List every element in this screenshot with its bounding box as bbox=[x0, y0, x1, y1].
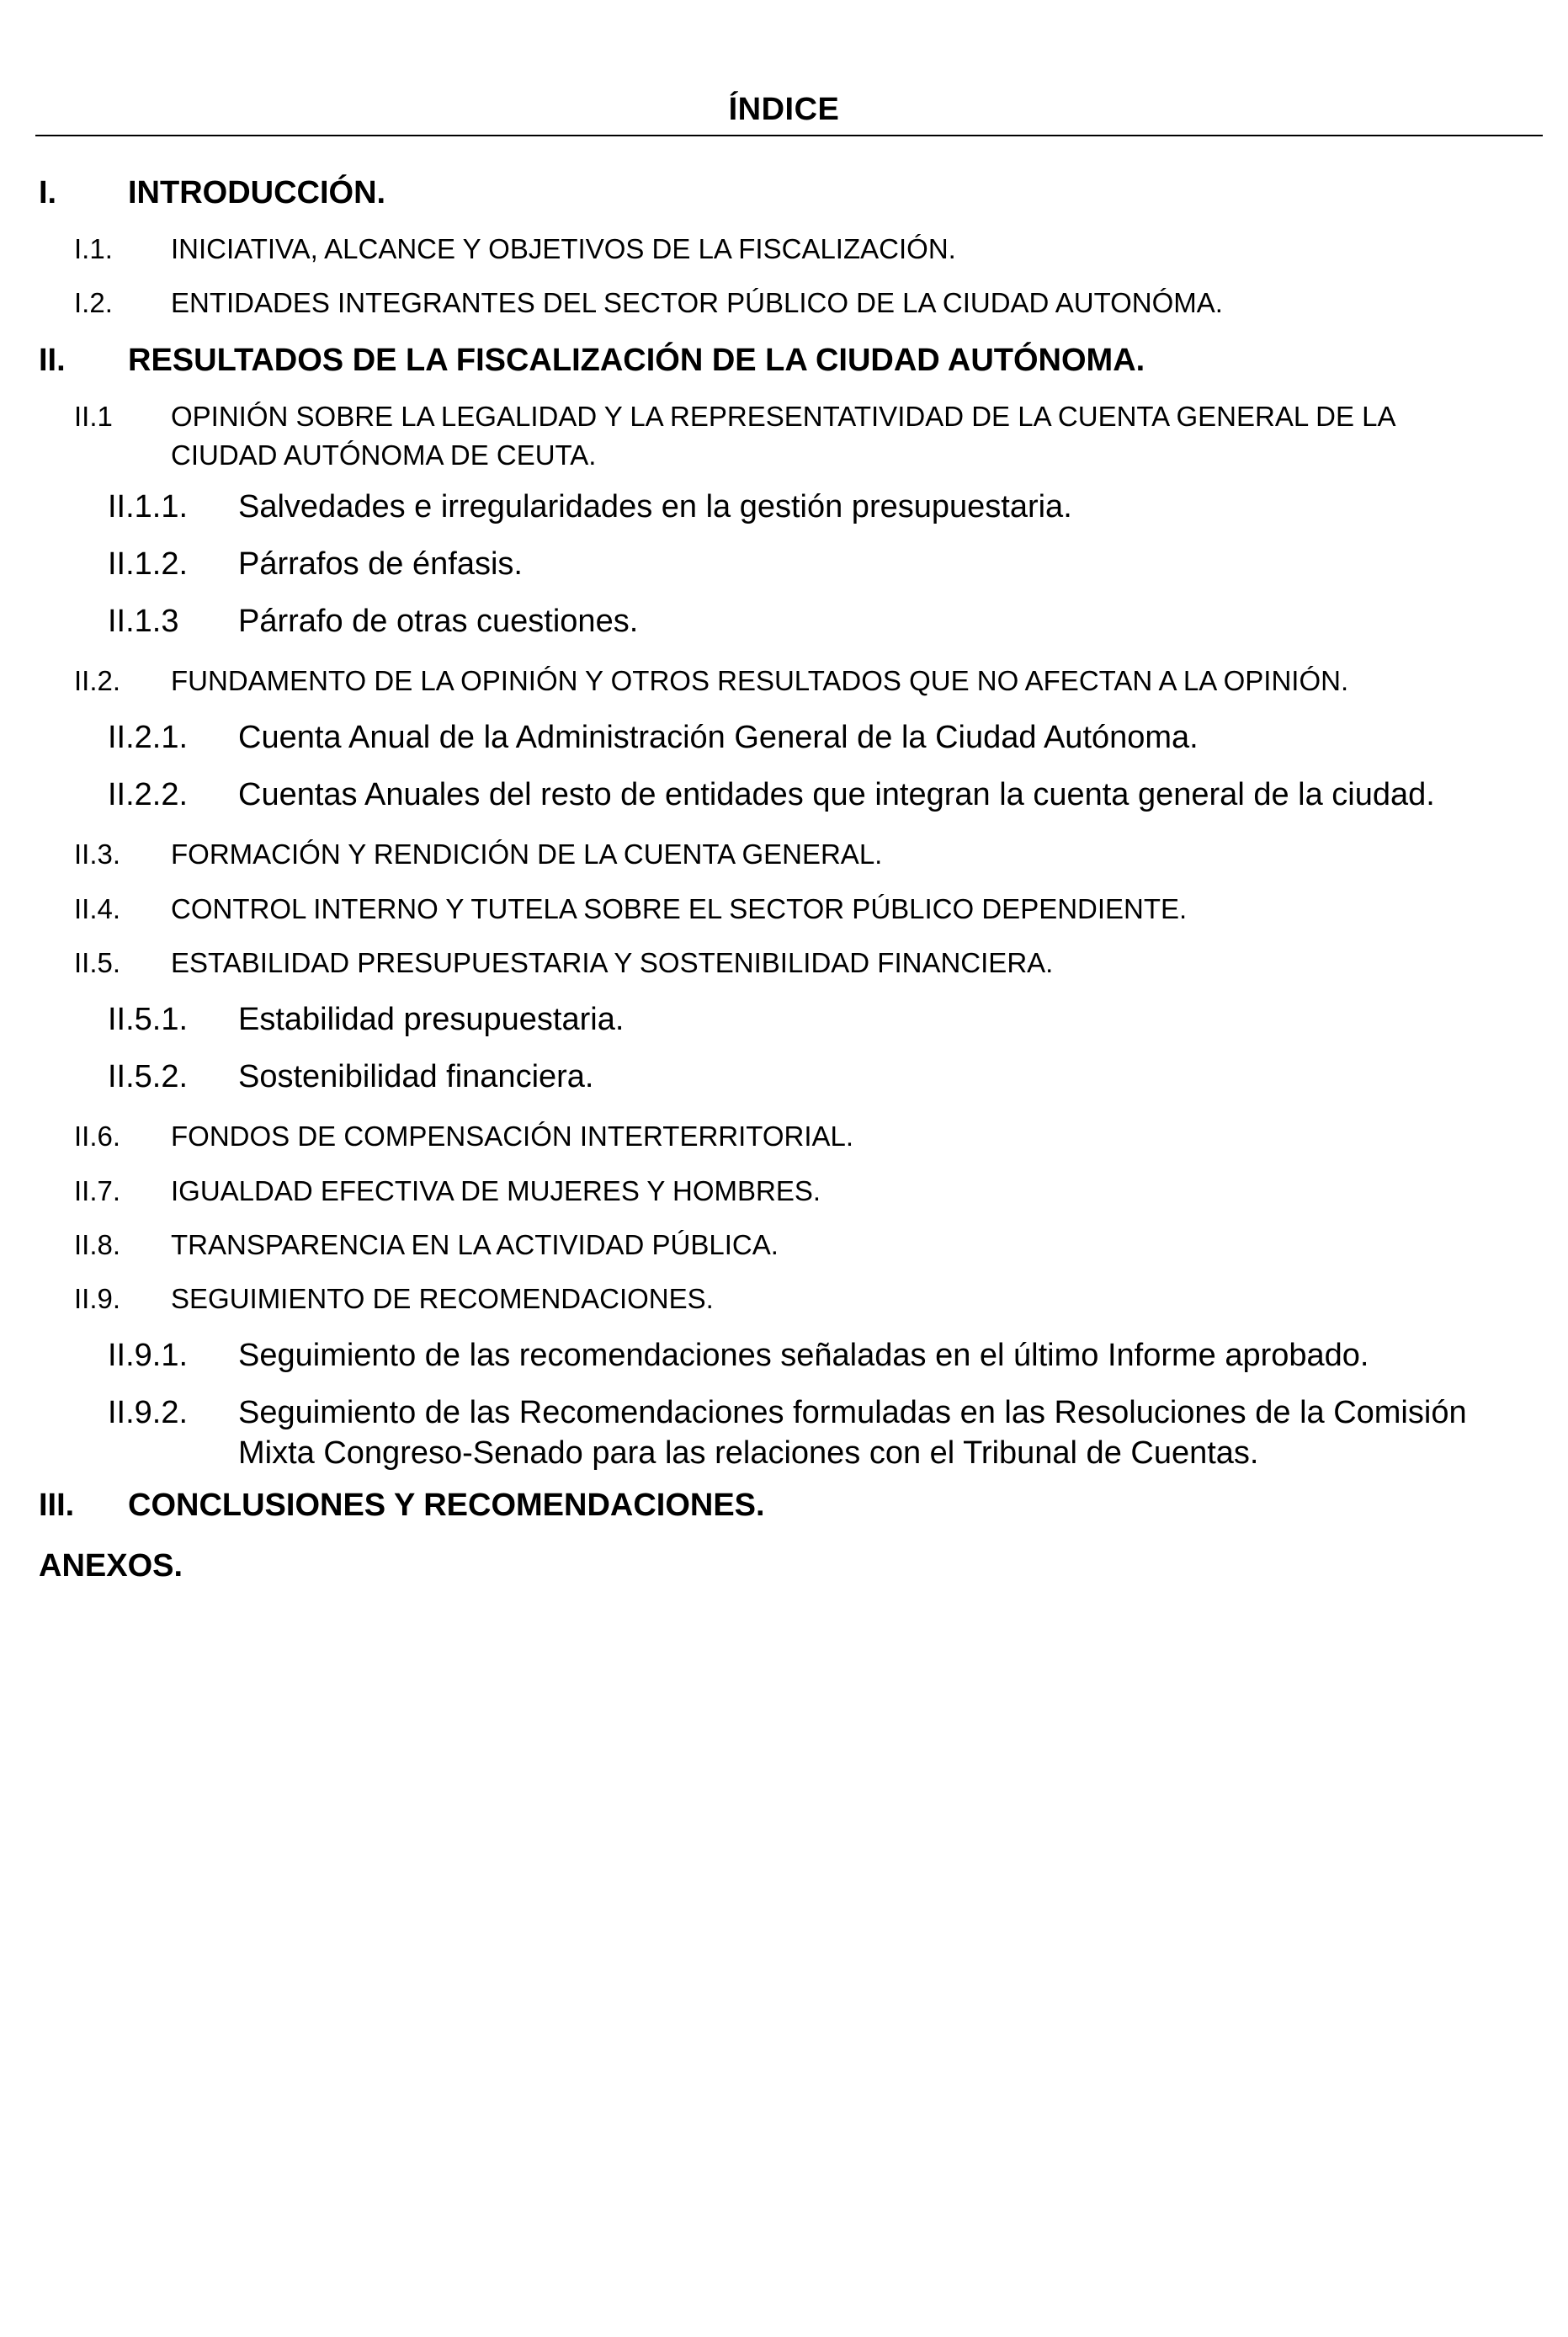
toc-title: TRANSPARENCIA EN LA ACTIVIDAD PÚBLICA. bbox=[171, 1229, 779, 1260]
toc-subsection-1-2[interactable] bbox=[74, 284, 1484, 322]
toc-number: II.1.2. bbox=[108, 546, 189, 582]
toc-item-2-1-3[interactable] bbox=[108, 601, 1501, 641]
toc-title: Cuenta Anual de la Administración General de la Ciudad Autónoma. bbox=[238, 720, 1199, 755]
toc-item-2-9-2[interactable] bbox=[108, 1392, 1501, 1473]
toc-title: CONTROL INTERNO Y TUTELA SOBRE EL SECTOR PÚBLICO DEPENDIENTE. bbox=[171, 893, 1188, 924]
toc-number: II.2.1. bbox=[108, 720, 189, 755]
toc-number: I. bbox=[39, 175, 57, 210]
toc-number: II.2.2. bbox=[108, 777, 189, 812]
toc-number: I.2. bbox=[74, 287, 113, 318]
toc-number: II.4. bbox=[74, 893, 121, 924]
toc-title: INICIATIVA, ALCANCE Y OBJETIVOS DE LA FISCALIZACIÓN. bbox=[171, 233, 956, 264]
toc-title: SEGUIMIENTO DE RECOMENDACIONES. bbox=[171, 1283, 714, 1314]
toc-number: III. bbox=[39, 1488, 75, 1523]
toc-number: I.1. bbox=[74, 233, 113, 264]
toc-item-2-1-1[interactable] bbox=[108, 487, 1501, 527]
toc-annexes[interactable]: ANEXOS. bbox=[39, 1548, 183, 1584]
toc-number: II.6. bbox=[74, 1121, 121, 1152]
toc-item-2-5-1[interactable] bbox=[108, 999, 1501, 1040]
toc-item-2-2-2[interactable] bbox=[108, 775, 1501, 815]
toc-title: Seguimiento de las Recomendaciones formuladas en las Resoluciones de la Comisión Mixta Congreso-Senado para las relaciones con el Tribunal de Cuentas. bbox=[238, 1395, 1467, 1471]
toc-section-3[interactable] bbox=[39, 1485, 765, 1525]
toc-title: FORMACIÓN Y RENDICIÓN DE LA CUENTA GENERAL. bbox=[171, 838, 883, 870]
toc-number: II. bbox=[39, 343, 66, 378]
toc-item-2-2-1[interactable] bbox=[108, 717, 1501, 758]
toc-title: CONCLUSIONES Y RECOMENDACIONES. bbox=[128, 1488, 765, 1523]
toc-title: OPINIÓN SOBRE LA LEGALIDAD Y LA REPRESENTATIVIDAD DE LA CUENTA GENERAL DE LA CIUDAD AUTÓNOMA DE CEUTA. bbox=[171, 401, 1395, 471]
toc-title: Sostenibilidad financiera. bbox=[238, 1059, 594, 1094]
toc-subsection-1-1[interactable] bbox=[74, 230, 1484, 269]
toc-item-2-5-2[interactable] bbox=[108, 1057, 1501, 1097]
toc-subsection-2-5[interactable] bbox=[74, 944, 1484, 982]
toc-subsection-2-1[interactable] bbox=[74, 397, 1484, 475]
toc-number: II.5. bbox=[74, 947, 121, 978]
toc-subsection-2-6[interactable] bbox=[74, 1117, 1484, 1156]
toc-title: Párrafo de otras cuestiones. bbox=[238, 604, 639, 639]
toc-title: IGUALDAD EFECTIVA DE MUJERES Y HOMBRES. bbox=[171, 1175, 821, 1206]
toc-title: Párrafos de énfasis. bbox=[238, 546, 523, 582]
title-divider bbox=[35, 135, 1543, 136]
toc-title: Cuentas Anuales del resto de entidades que integran la cuenta general de la ciudad. bbox=[238, 777, 1435, 812]
toc-number: II.1.1. bbox=[108, 489, 189, 524]
toc-subsection-2-3[interactable] bbox=[74, 835, 1484, 874]
toc-title: FONDOS DE COMPENSACIÓN INTERTERRITORIAL. bbox=[171, 1121, 854, 1152]
toc-number: II.1 bbox=[74, 401, 113, 432]
toc-number: II.9. bbox=[74, 1283, 121, 1314]
toc-section-2[interactable] bbox=[39, 340, 1145, 381]
toc-title: Salvedades e irregularidades en la gestión presupuestaria. bbox=[238, 489, 1072, 524]
toc-title: ENTIDADES INTEGRANTES DEL SECTOR PÚBLICO DE LA CIUDAD AUTONÓMA. bbox=[171, 287, 1223, 318]
toc-number: II.2. bbox=[74, 665, 121, 696]
toc-title: INTRODUCCIÓN. bbox=[128, 175, 386, 210]
page-title: ÍNDICE bbox=[728, 92, 840, 127]
toc-title: Seguimiento de las recomendaciones señaladas en el último Informe aprobado. bbox=[238, 1338, 1369, 1373]
toc-subsection-2-2[interactable] bbox=[74, 662, 1484, 700]
toc-item-2-9-1[interactable] bbox=[108, 1335, 1501, 1376]
toc-section-1[interactable] bbox=[39, 173, 385, 213]
toc-item-2-1-2[interactable] bbox=[108, 544, 1501, 584]
toc-title: FUNDAMENTO DE LA OPINIÓN Y OTROS RESULTADOS QUE NO AFECTAN A LA OPINIÓN. bbox=[171, 665, 1349, 696]
toc-subsection-2-8[interactable] bbox=[74, 1226, 1484, 1264]
toc-number: II.9.1. bbox=[108, 1338, 189, 1373]
toc-title: ESTABILIDAD PRESUPUESTARIA Y SOSTENIBILIDAD FINANCIERA. bbox=[171, 947, 1054, 978]
toc-number: II.5.2. bbox=[108, 1059, 189, 1094]
toc-subsection-2-4[interactable] bbox=[74, 890, 1484, 929]
toc-title: RESULTADOS DE LA FISCALIZACIÓN DE LA CIUDAD AUTÓNOMA. bbox=[128, 343, 1145, 378]
toc-number: II.9.2. bbox=[108, 1395, 189, 1430]
toc-title: Estabilidad presupuestaria. bbox=[238, 1002, 625, 1037]
toc-number: II.3. bbox=[74, 838, 121, 870]
toc-number: II.1.3 bbox=[108, 604, 179, 639]
toc-subsection-2-9[interactable] bbox=[74, 1280, 1484, 1318]
toc-number: II.8. bbox=[74, 1229, 121, 1260]
toc-subsection-2-7[interactable] bbox=[74, 1172, 1484, 1211]
toc-number: II.7. bbox=[74, 1175, 121, 1206]
toc-number: II.5.1. bbox=[108, 1002, 189, 1037]
